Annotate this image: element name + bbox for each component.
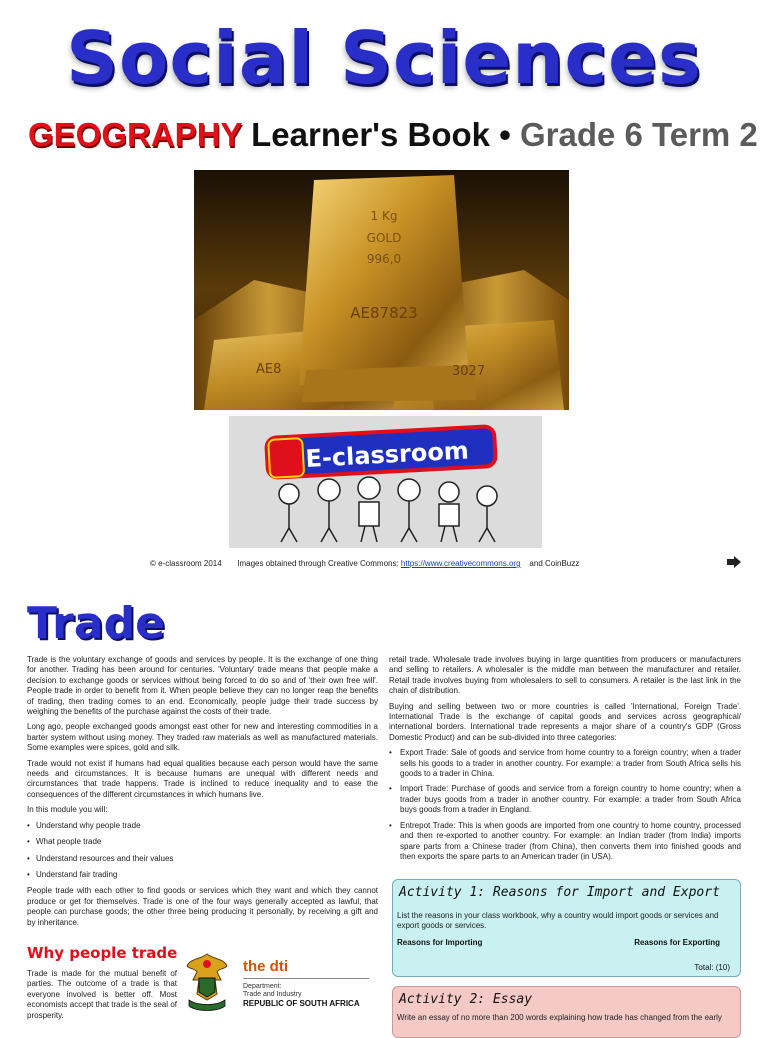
module-intro: In this module you will: — [27, 805, 108, 815]
activity-1-columns — [393, 932, 740, 947]
subject-label: GEOGRAPHY — [28, 116, 242, 153]
paragraph: retail trade. Wholesale trade involves buying in large quantities from producers or manufacturers and selling to retailers. A wholesaler is the middle man between the manufacturer and retailer. Retail trade involves buying from wholesalers to sell to consumers. A retailer is the last link in the chain of distribution. — [389, 655, 741, 696]
separator-bullet: • — [499, 116, 511, 153]
left-text-column — [27, 655, 378, 933]
list-item: • Understand fair trading — [27, 870, 378, 880]
list-item: • Import Trade: Purchase of goods and service from a foreign country to home country; when a trader buys goods from a trader in another country. For example: a trader from South Africa buys goods from a trader in England. — [389, 784, 741, 815]
creative-commons-link[interactable]: https://www.creativecommons.org — [400, 559, 521, 568]
list-item: • Entrepot Trade: This is when goods are imported from one country to home country, processed and then re-exported to another country. For example: an Indian trader (from India) imports spare parts from a Chinese trader (from China), then converts them into finished goods and then exports the spare parts to an American trader (in USA). — [389, 821, 741, 863]
activity-1-total: Total: (10) — [694, 963, 730, 972]
grade-term-label: Grade 6 Term 2 — [519, 116, 758, 153]
gold-bars-photo — [194, 170, 569, 410]
activity-1-instructions: List the reasons in your class workbook, why a country would import goods or services and export goods or services. — [397, 911, 719, 931]
dti-divider — [243, 978, 369, 979]
paragraph: Trade is the voluntary exchange of goods and services by people. It is the exchange of one thing for another. Trading has been around for centuries. 'Voluntary' trade means that people make a decision to exchange goods or services without being forced to do so and of 'their own free will'. People trade in order to benefit from it. When people believe they can no longer reap the benefits of trading, then trading comes to an end. Economically, people judge their trade success by weighing the benefits of the purchase against the costs of their trade. — [27, 655, 378, 717]
activity-1-title: Activity 1: Reasons for Import and Export — [399, 885, 720, 900]
activity-2-title: Activity 2: Essay — [399, 992, 533, 1007]
trade-categories-list — [389, 748, 741, 862]
section-heading-trade: Trade — [27, 598, 165, 649]
dti-dept-line: Trade and Industry — [243, 991, 302, 998]
list-item: • Understand resources and their values — [27, 854, 378, 864]
next-page-arrow-icon[interactable] — [727, 555, 741, 567]
module-outcomes-list — [27, 821, 378, 881]
bar-mark-left: AE8 — [256, 362, 282, 377]
logo-text: E-classroom — [304, 436, 470, 473]
list-item: • Understand why people trade — [27, 821, 378, 831]
list-item: • Export Trade: Sale of goods and service from home country to a foreign country; when a trader sells his goods to a trader in another country. For example: a trader from South Africa sells his goods to a trader in China. — [389, 748, 741, 779]
why-trade-paragraph: Trade is made for the mutual benefit of parties. The outcome of a trade is that everyone involved is better off. Most economists accept that trade is the seal of prosperity. — [27, 969, 177, 1020]
bar-weight: 1 Kg — [370, 209, 398, 223]
dti-country: REPUBLIC OF SOUTH AFRICA — [243, 999, 360, 1008]
paragraph: Trade would not exist if humans had equal qualities because each person would have the same needs and circumstances. It is because humans are unequal with different needs and circumstances that trade happens. Trade is inclined to reduce inequality and to ease the consequences of the different circumstances in which humans live. — [27, 758, 378, 799]
list-item: • What people trade — [27, 837, 378, 847]
dti-dept-line: Department: — [243, 983, 282, 990]
dti-name: the dti — [243, 958, 288, 975]
dti-logo — [243, 958, 373, 1009]
book-label: Learner's Book — [251, 116, 491, 153]
bar-purity: 996,0 — [366, 252, 402, 266]
right-text-column — [389, 655, 741, 867]
paragraph: Long ago, people exchanged goods amongst east other for new and interesting commodities in a barter system without using money. They traded raw materials as well as manufactured materials. Some examples were spices, gold and silk. — [27, 722, 378, 753]
activity-2-instructions: Write an essay of no more than 200 words explaining how trade has changed from the early — [397, 1013, 722, 1022]
import-column-header: Reasons for Importing — [397, 937, 483, 947]
export-column-header: Reasons for Exporting — [634, 937, 720, 947]
subheading-why-people-trade: Why people trade — [27, 944, 178, 962]
page-subtitle — [28, 116, 758, 153]
activity-2-box — [392, 986, 741, 1038]
credits-source: and CoinBuzz — [529, 559, 580, 568]
coat-of-arms-icon — [181, 950, 233, 1014]
paragraph: People trade with each other to find goods or services which they want and which they cannot produce or get for themselves. Trade is one of the four ways generally accepted as lawful, that people can purchase goods; the other three being producing it personally, by receiving a gift and by inheritance. — [27, 886, 378, 927]
bar-mark-right: 3027 — [452, 364, 486, 379]
bar-metal: GOLD — [366, 231, 402, 245]
paragraph: Buying and selling between two or more countries is called 'International, Foreign Trade'. International Trade is the exchange of capital goods and services across geographical/ international borders. International trade represents a major share of a country's GDP (Gross Domestic Product) and can be sub-divided into three categories: — [389, 701, 741, 742]
credits-label: Images obtained through Creative Commons: — [237, 559, 399, 568]
copyright-text: © e-classroom 2014 — [150, 559, 222, 568]
activity-1-box — [392, 879, 741, 977]
e-classroom-logo — [229, 416, 542, 548]
image-credits — [150, 559, 670, 568]
bar-serial: AE87823 — [350, 304, 418, 322]
page-title: Social Sciences — [66, 16, 702, 100]
